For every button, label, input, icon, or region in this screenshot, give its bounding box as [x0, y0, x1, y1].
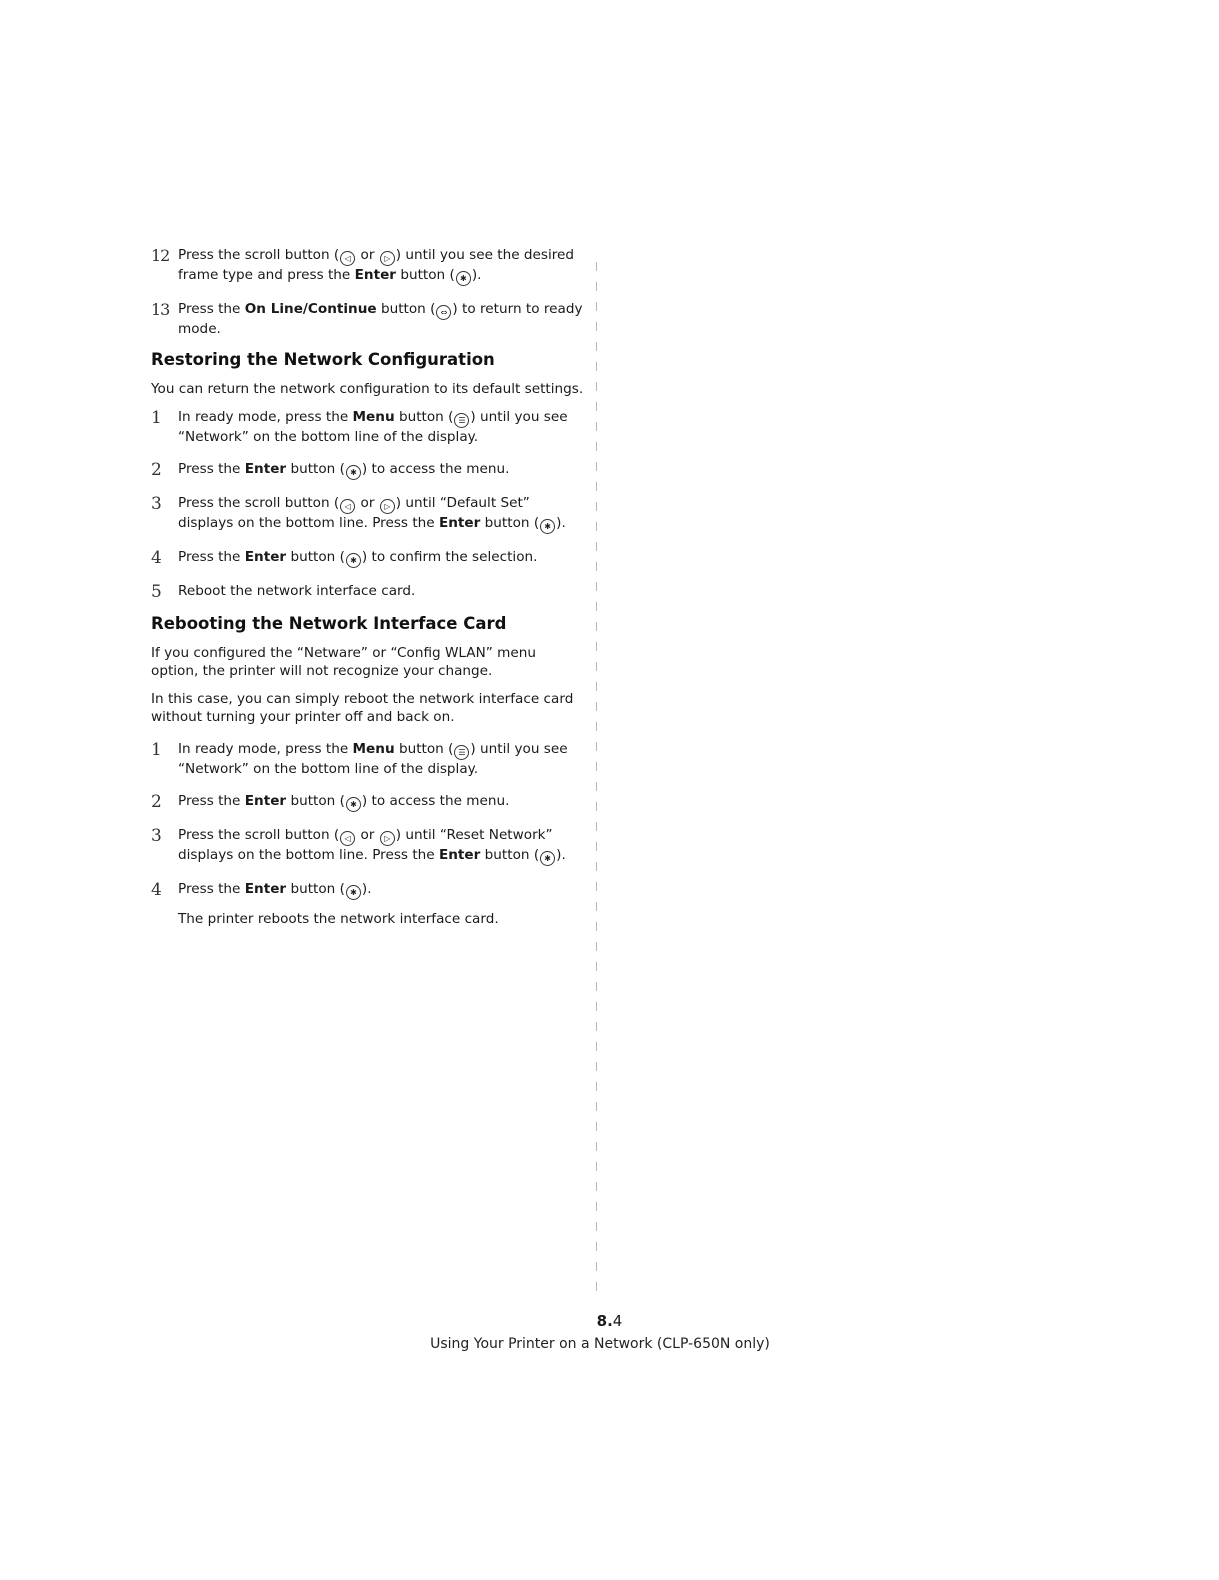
step-text-part: button (	[480, 847, 540, 863]
scroll-left-icon: ◁	[340, 831, 355, 846]
page-index: 4	[612, 1312, 623, 1330]
step-item	[151, 582, 587, 602]
step-number: 2	[151, 792, 162, 812]
step-text-part: button (	[480, 515, 540, 531]
step-text-part: ) to confirm the selection.	[361, 549, 538, 565]
step-text-part: ) until you see the desired frame type and press the	[178, 247, 575, 283]
step-item	[151, 408, 587, 446]
step-number: 5	[151, 582, 162, 602]
button-name: Enter	[244, 881, 287, 897]
step-number: 3	[151, 494, 162, 514]
scroll-left-icon: ◁	[340, 251, 355, 266]
step-number: 1	[151, 408, 162, 428]
button-name: Enter	[244, 549, 287, 565]
section-heading-restoring: Restoring the Network Configuration	[151, 350, 495, 369]
step-item	[151, 300, 587, 338]
menu-icon: ☰	[454, 745, 469, 760]
step-number: 12	[151, 246, 170, 265]
step-text-part: ) until “Reset Network” displays on the bottom line. Press the	[178, 827, 553, 863]
step-text-part: ).	[556, 847, 566, 863]
step-text-part: button (	[394, 409, 454, 425]
step-text-part: ) to return to ready mode.	[178, 301, 583, 337]
step-text-part: Press the	[178, 793, 245, 809]
step-number: 13	[151, 300, 170, 319]
margin-dotted-line	[596, 262, 598, 1292]
closing-note: The printer reboots the network interface card.	[178, 911, 499, 927]
page-content	[151, 246, 587, 928]
step-text	[178, 408, 587, 446]
button-name: Menu	[352, 409, 395, 425]
chapter-number: 8.	[596, 1312, 613, 1330]
page-number	[0, 1312, 1219, 1330]
section-paragraph: If you configured the “Netware” or “Config WLAN” menu option, the printer will not recognize your change.	[151, 645, 536, 679]
section-intro: You can return the network configuration to its default settings.	[151, 381, 584, 397]
step-text-part: button (	[394, 741, 454, 757]
step-number: 4	[151, 880, 162, 900]
step-text	[178, 246, 587, 286]
step-text-part: button (	[286, 793, 345, 809]
step-text-part: or	[356, 827, 379, 843]
step-item	[151, 246, 587, 286]
step-item	[151, 826, 587, 866]
step-item	[151, 880, 587, 900]
enter-icon: ✱	[540, 851, 555, 866]
step-text-part: Reboot the network interface card.	[178, 583, 416, 599]
step-text-part: button (	[376, 301, 436, 317]
step-item	[151, 548, 587, 568]
step-text-part: button (	[286, 549, 345, 565]
step-text-part: ) to access the menu.	[361, 793, 510, 809]
scroll-right-icon: ▷	[380, 831, 395, 846]
enter-icon: ✱	[346, 885, 361, 900]
button-name: Enter	[244, 793, 287, 809]
step-text-part: Press the	[178, 549, 245, 565]
step-text	[178, 792, 587, 812]
button-name: Menu	[352, 741, 395, 757]
section-paragraph: In this case, you can simply reboot the network interface card without turning your printer off and back on.	[151, 691, 574, 725]
step-text	[178, 582, 587, 602]
step-text-part: ).	[556, 515, 566, 531]
step-text-part: or	[356, 247, 379, 263]
step-text	[178, 826, 587, 866]
section-heading-rebooting: Rebooting the Network Interface Card	[151, 614, 507, 633]
step-number: 4	[151, 548, 162, 568]
step-text-part: Press the	[178, 881, 245, 897]
restore-step-list	[151, 408, 587, 602]
step-item	[151, 792, 587, 812]
button-name: Enter	[244, 461, 287, 477]
button-name: On Line/Continue	[244, 301, 377, 317]
menu-icon: ☰	[454, 413, 469, 428]
enter-icon: ✱	[346, 465, 361, 480]
scroll-right-icon: ▷	[380, 499, 395, 514]
reboot-step-list	[151, 740, 587, 900]
step-text-part: ) until you see “Network” on the bottom line of the display.	[178, 409, 568, 445]
scroll-right-icon: ▷	[380, 251, 395, 266]
button-name: Enter	[354, 267, 397, 283]
button-name: Enter	[438, 847, 481, 863]
step-item	[151, 460, 587, 480]
step-item	[151, 740, 587, 778]
step-number: 3	[151, 826, 162, 846]
enter-icon: ✱	[346, 553, 361, 568]
enter-icon: ✱	[346, 797, 361, 812]
step-text	[178, 494, 587, 534]
step-item	[151, 494, 587, 534]
enter-icon: ✱	[540, 519, 555, 534]
step-text-part: In ready mode, press the	[178, 741, 353, 757]
step-text-part: ).	[361, 881, 372, 897]
step-text-part: Press the scroll button (	[178, 827, 340, 843]
step-text	[178, 460, 587, 480]
step-text-part: ) to access the menu.	[361, 461, 510, 477]
step-text-part: Press the	[178, 461, 245, 477]
step-text	[178, 880, 587, 900]
scroll-left-icon: ◁	[340, 499, 355, 514]
step-text-part: ) until “Default Set” displays on the bottom line. Press the	[178, 495, 530, 531]
footer-title: Using Your Printer on a Network (CLP-650N only)	[430, 1336, 770, 1352]
step-text	[178, 740, 587, 778]
step-text-part: button (	[286, 881, 345, 897]
step-text-part: Press the scroll button (	[178, 495, 340, 511]
step-text-part: ) until you see “Network” on the bottom line of the display.	[178, 741, 568, 777]
step-text-part: Press the	[178, 301, 245, 317]
step-number: 1	[151, 740, 162, 760]
button-name: Enter	[438, 515, 481, 531]
step-text	[178, 548, 587, 568]
step-text-part: or	[356, 495, 379, 511]
step-text-part: Press the scroll button (	[178, 247, 340, 263]
step-text-part: button (	[286, 461, 345, 477]
step-text-part: ).	[471, 267, 482, 283]
step-text-part: button (	[396, 267, 455, 283]
step-text	[178, 300, 587, 338]
step-number: 2	[151, 460, 162, 480]
online-continue-icon: ⇔	[436, 305, 451, 320]
top-step-list	[151, 246, 587, 338]
step-text-part: In ready mode, press the	[178, 409, 353, 425]
enter-icon: ✱	[456, 271, 471, 286]
